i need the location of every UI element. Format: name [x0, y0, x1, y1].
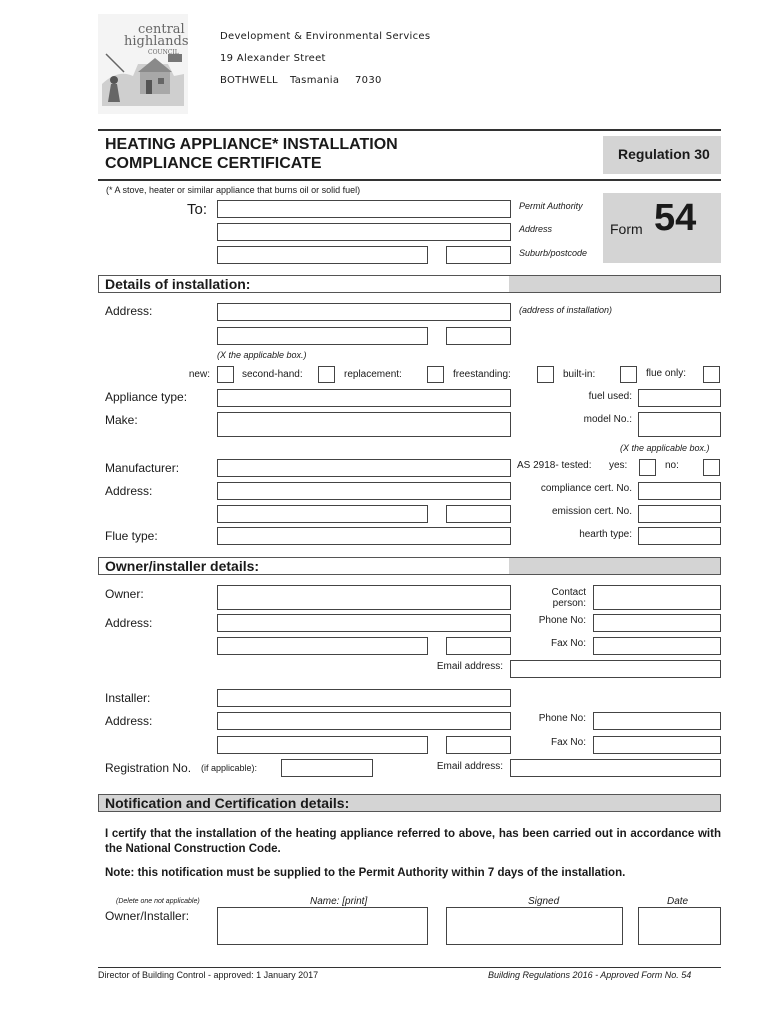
signature-field[interactable] — [446, 907, 623, 945]
appliance-type-field[interactable] — [217, 389, 511, 407]
owner-phone-field[interactable] — [593, 614, 721, 632]
opt-flue-label: flue only: — [646, 368, 687, 379]
owner-suburb-field[interactable] — [217, 637, 428, 655]
contact-label: Contact — [551, 587, 586, 598]
title-rule-bottom — [98, 179, 721, 181]
registration-label: Registration No. — [105, 761, 192, 775]
contact-person-field[interactable] — [593, 585, 721, 610]
installer-phone-field[interactable] — [593, 712, 721, 730]
opt-builtin-label: built-in: — [563, 369, 596, 380]
logo-text-council: COUNCIL — [148, 49, 179, 56]
make-label: Make: — [105, 413, 138, 427]
owner-fax-field[interactable] — [593, 637, 721, 655]
opt-new-label: new: — [188, 369, 210, 380]
owner-address-field[interactable] — [217, 614, 511, 632]
title-rule-top — [98, 129, 721, 131]
section-header-shade — [509, 558, 720, 574]
mfr-address-field[interactable] — [217, 482, 511, 500]
dept-street: 19 Alexander Street — [220, 53, 326, 64]
flue-type-field[interactable] — [217, 527, 511, 545]
hearth-type-label: hearth type: — [579, 529, 632, 540]
footer-left: Director of Building Control - approved: 1 January 2017 — [98, 970, 319, 980]
footer-rule — [98, 967, 721, 968]
regulation-label: Regulation 30 — [618, 146, 710, 162]
mfr-postcode-field[interactable] — [446, 505, 511, 523]
model-no-label: model No.: — [583, 414, 632, 425]
date-field[interactable] — [638, 907, 721, 945]
owner-field[interactable] — [217, 585, 511, 610]
owner-heading: Owner/installer details: — [105, 558, 260, 574]
opt-freestanding-label: freestanding: — [453, 369, 511, 380]
title-footnote: (* A stove, heater or similar appliance that burns oil or solid fuel) — [106, 185, 361, 195]
installer-fax-field[interactable] — [593, 736, 721, 754]
name-print-field[interactable] — [217, 907, 428, 945]
if-applicable-label: (if applicable): — [201, 763, 258, 773]
to-suburb-field[interactable] — [217, 246, 428, 264]
owner-phone-label: Phone No: — [538, 615, 586, 626]
address-label: Address — [519, 224, 553, 234]
owner-section-header — [98, 557, 721, 575]
signed-label: Signed — [528, 896, 560, 907]
as2918-label: AS 2918- tested: — [517, 460, 592, 471]
installer-phone-label: Phone No: — [538, 713, 586, 724]
manufacturer-label: Manufacturer: — [105, 461, 180, 475]
to-address-field[interactable] — [217, 223, 511, 241]
certify-text: I certify that the installation of the heating appliance referred to above, has been carried out in accordance with the National Construction Code. — [105, 828, 721, 855]
opt-flue-checkbox[interactable] — [703, 366, 720, 383]
compliance-no-field[interactable] — [638, 482, 721, 500]
installation-heading: Details of installation: — [105, 276, 251, 292]
install-address-label: Address: — [105, 304, 153, 318]
logo-text-central: central — [138, 22, 185, 37]
suburb-label: Suburb/postcode — [519, 248, 588, 258]
title-line1: HEATING APPLIANCE* INSTALLATION — [105, 136, 398, 153]
notification-heading: Notification and Certification details: — [105, 795, 350, 811]
owner-label: Owner: — [105, 587, 144, 601]
date-label: Date — [667, 896, 689, 907]
note-text: Note: this notification must be supplied to the Permit Authority within 7 days of the installation. — [105, 867, 626, 879]
council-logo — [98, 14, 188, 114]
installer-postcode-field[interactable] — [446, 736, 511, 754]
flue-type-label: Flue type: — [105, 529, 158, 543]
opt-replacement-checkbox[interactable] — [427, 366, 444, 383]
model-no-field[interactable] — [638, 412, 721, 437]
install-address-note: (address of installation) — [519, 305, 613, 315]
fuel-used-field[interactable] — [638, 389, 721, 407]
form-number: 54 — [654, 197, 697, 239]
installer-address-label: Address: — [105, 714, 153, 728]
hearth-type-field[interactable] — [638, 527, 721, 545]
as2918-yes-checkbox[interactable] — [639, 459, 656, 476]
section-header-shade — [509, 276, 720, 292]
owner-email-label: Email address: — [436, 661, 503, 672]
installer-email-label: Email address: — [436, 761, 503, 772]
registration-field[interactable] — [281, 759, 373, 777]
owner-email-field[interactable] — [510, 660, 721, 678]
x-applicable-note-2: (X the applicable box.) — [620, 443, 710, 453]
opt-replacement-label: replacement: — [344, 369, 402, 380]
installer-label: Installer: — [105, 691, 151, 705]
opt-new-checkbox[interactable] — [217, 366, 234, 383]
owner-fax-label: Fax No: — [550, 638, 586, 649]
installer-email-field[interactable] — [510, 759, 721, 777]
manufacturer-field[interactable] — [217, 459, 511, 477]
owner-address-label: Address: — [105, 616, 153, 630]
yes-label: yes: — [609, 460, 628, 471]
make-field[interactable] — [217, 412, 511, 437]
installer-fax-label: Fax No: — [550, 737, 586, 748]
installer-suburb-field[interactable] — [217, 736, 428, 754]
delete-note: (Delete one not applicable) — [116, 898, 200, 905]
dept-name: Development & Environmental Services — [220, 31, 431, 42]
title-line2: COMPLIANCE CERTIFICATE — [105, 155, 322, 172]
form-word: Form — [610, 221, 643, 237]
opt-freestanding-checkbox[interactable] — [537, 366, 554, 383]
mfr-address-label: Address: — [105, 484, 153, 498]
owner-installer-label: Owner/Installer: — [105, 909, 190, 923]
name-print-label: Name: [print] — [310, 896, 368, 907]
to-label: To: — [187, 201, 208, 218]
logo-text-highlands: highlands — [124, 34, 189, 49]
dept-state: Tasmania — [290, 75, 340, 86]
appliance-type-label: Appliance type: — [105, 390, 188, 404]
fuel-used-label: fuel used: — [588, 391, 632, 402]
permit-authority-label: Permit Authority — [519, 201, 583, 211]
emission-no-field[interactable] — [638, 505, 721, 523]
compliance-no-label: compliance cert. No. — [540, 483, 632, 494]
emission-no-label: emission cert. No. — [551, 506, 632, 517]
owner-postcode-field[interactable] — [446, 637, 511, 655]
dept-town: BOTHWELL — [220, 75, 278, 86]
no-label: no: — [665, 460, 679, 471]
mfr-suburb-field[interactable] — [217, 505, 428, 523]
installer-field[interactable] — [217, 689, 511, 707]
person-label: person: — [552, 598, 586, 609]
opt-builtin-checkbox[interactable] — [620, 366, 637, 383]
dept-postcode: 7030 — [355, 75, 382, 86]
install-address-field[interactable] — [217, 303, 511, 321]
opt-second-checkbox[interactable] — [318, 366, 335, 383]
as2918-no-checkbox[interactable] — [703, 459, 720, 476]
opt-second-label: second-hand: — [242, 369, 303, 380]
notification-section-header — [98, 794, 721, 812]
to-name-field[interactable] — [217, 200, 511, 218]
footer-right: Building Regulations 2016 - Approved Form No. 54 — [488, 970, 692, 980]
installer-address-field[interactable] — [217, 712, 511, 730]
install-postcode-field[interactable] — [446, 327, 511, 345]
to-postcode-field[interactable] — [446, 246, 511, 264]
installation-section-header — [98, 275, 721, 293]
x-applicable-note: (X the applicable box.) — [217, 350, 307, 360]
install-suburb-field[interactable] — [217, 327, 428, 345]
